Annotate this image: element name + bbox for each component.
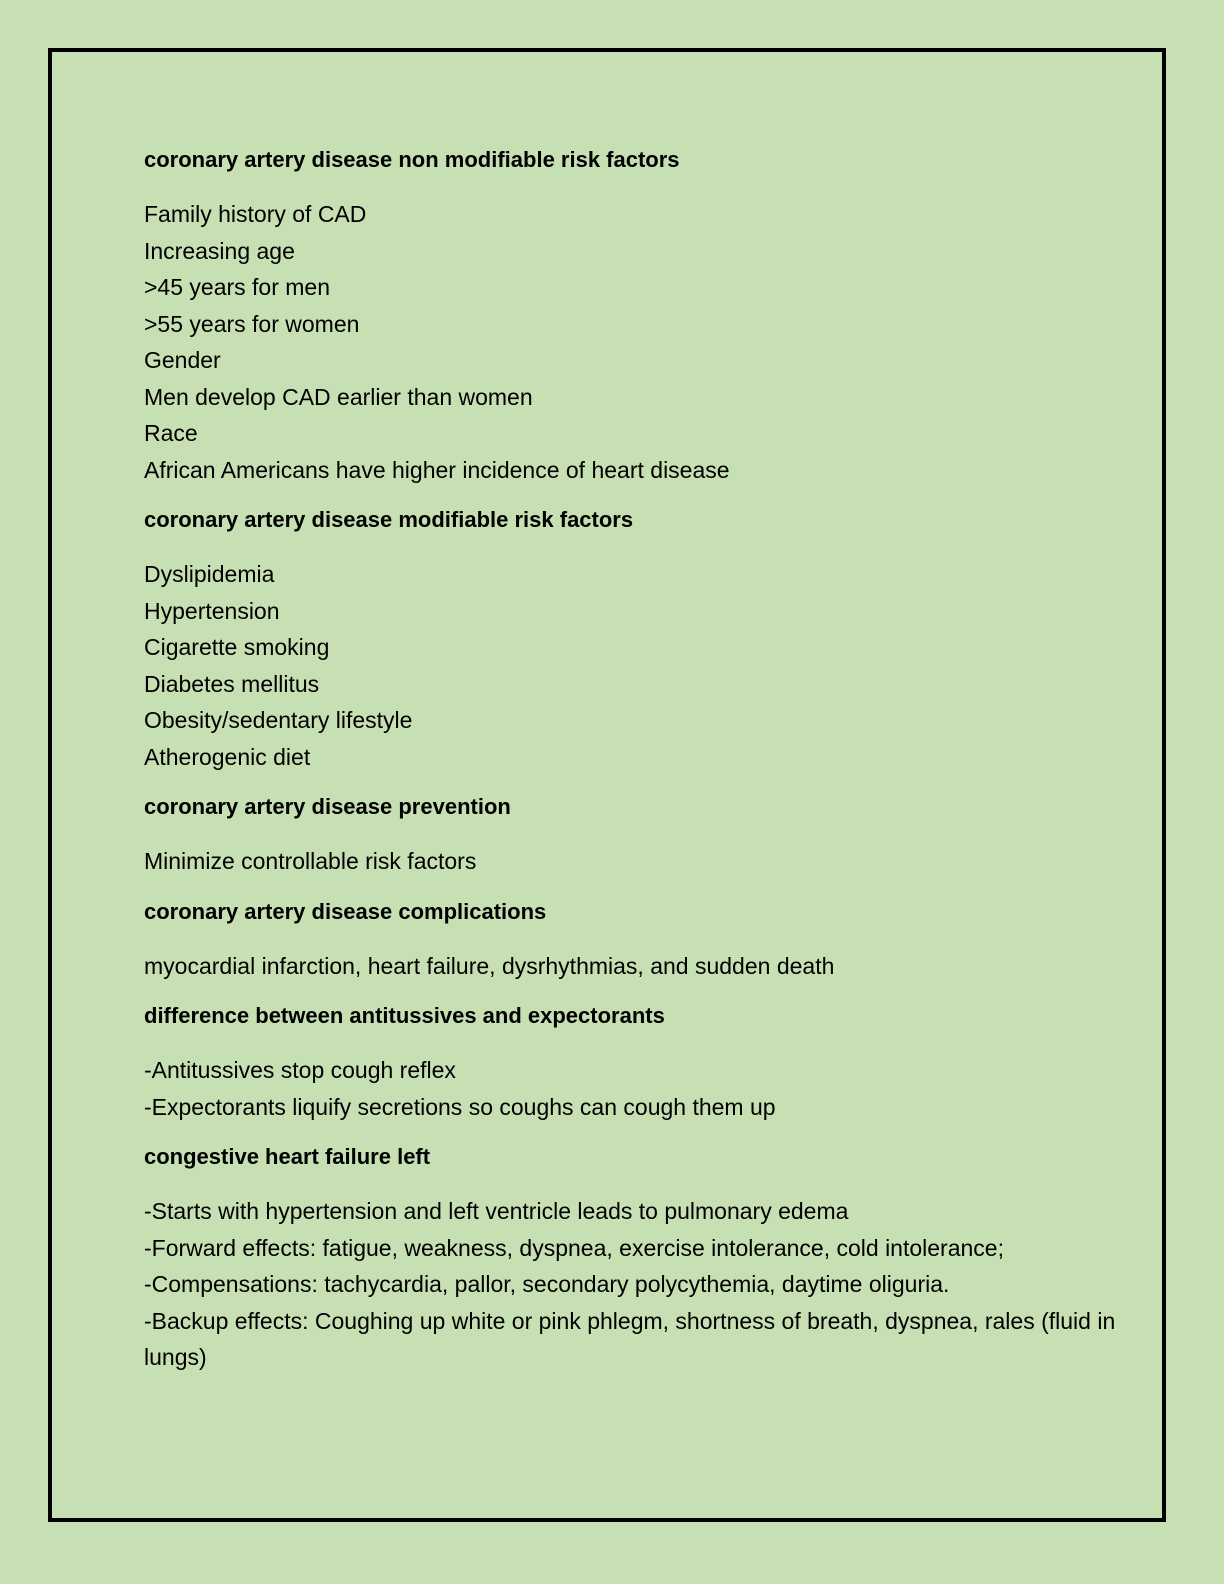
text-line: -Expectorants liquify secretions so coughs can cough them up [144, 1093, 776, 1120]
text-line: -Antitussives stop cough reflex [144, 1057, 456, 1083]
text-line: >55 years for women [144, 310, 360, 337]
text-line: -Forward effects: fatigue, weakness, dyspnea, exercise intolerance, cold intolerance; [144, 1234, 1004, 1261]
text-line: Increasing age [144, 237, 295, 264]
text-line: >45 years for men [144, 274, 331, 300]
text-line: -Starts with hypertension and left ventricle leads to pulmonary edema [144, 1198, 849, 1224]
text-line: Race [144, 420, 198, 446]
text-line: Hypertension [144, 597, 280, 624]
text-line: -Backup effects: Coughing up white or pink phlegm, shortness of breath, dyspnea, rales (fluid in lungs) [144, 1307, 1116, 1370]
text-line: Gender [144, 347, 221, 373]
section-modifiable-risk-factors [144, 504, 1124, 775]
section-non-modifiable-risk-factors [144, 144, 1124, 488]
section-heading: difference between antitussives and expectorants [144, 1003, 665, 1028]
section-heading: coronary artery disease prevention [144, 794, 511, 819]
section-body [144, 556, 1124, 775]
section-body [144, 843, 1124, 880]
text-line: Obesity/sedentary lifestyle [144, 707, 413, 733]
text-line: Family history of CAD [144, 201, 367, 227]
text-line: Cigarette smoking [144, 634, 330, 660]
section-complications [144, 896, 1124, 985]
section-body [144, 948, 1124, 985]
section-congestive-heart-failure-left [144, 1141, 1124, 1376]
section-heading: coronary artery disease complications [144, 898, 547, 924]
section-body [144, 1052, 1124, 1125]
section-body [144, 196, 1124, 488]
section-heading: coronary artery disease modifiable risk factors [144, 507, 634, 532]
text-line: Minimize controllable risk factors [144, 848, 477, 874]
text-line: Men develop CAD earlier than women [144, 383, 533, 410]
section-antitussives-expectorants [144, 1000, 1124, 1125]
text-line: African Americans have higher incidence of heart disease [144, 456, 730, 483]
text-line: myocardial infarction, heart failure, dysrhythmias, and sudden death [144, 952, 835, 979]
section-heading: coronary artery disease non modifiable risk factors [144, 147, 680, 172]
section-heading: congestive heart failure left [144, 1144, 431, 1169]
text-line: Atherogenic diet [144, 743, 311, 770]
document-content [144, 144, 1124, 1392]
section-body [144, 1193, 1124, 1376]
text-line: -Compensations: tachycardia, pallor, secondary polycythemia, daytime oliguria. [144, 1271, 950, 1297]
text-line: Dyslipidemia [144, 561, 275, 587]
text-line: Diabetes mellitus [144, 670, 320, 697]
section-prevention [144, 791, 1124, 880]
